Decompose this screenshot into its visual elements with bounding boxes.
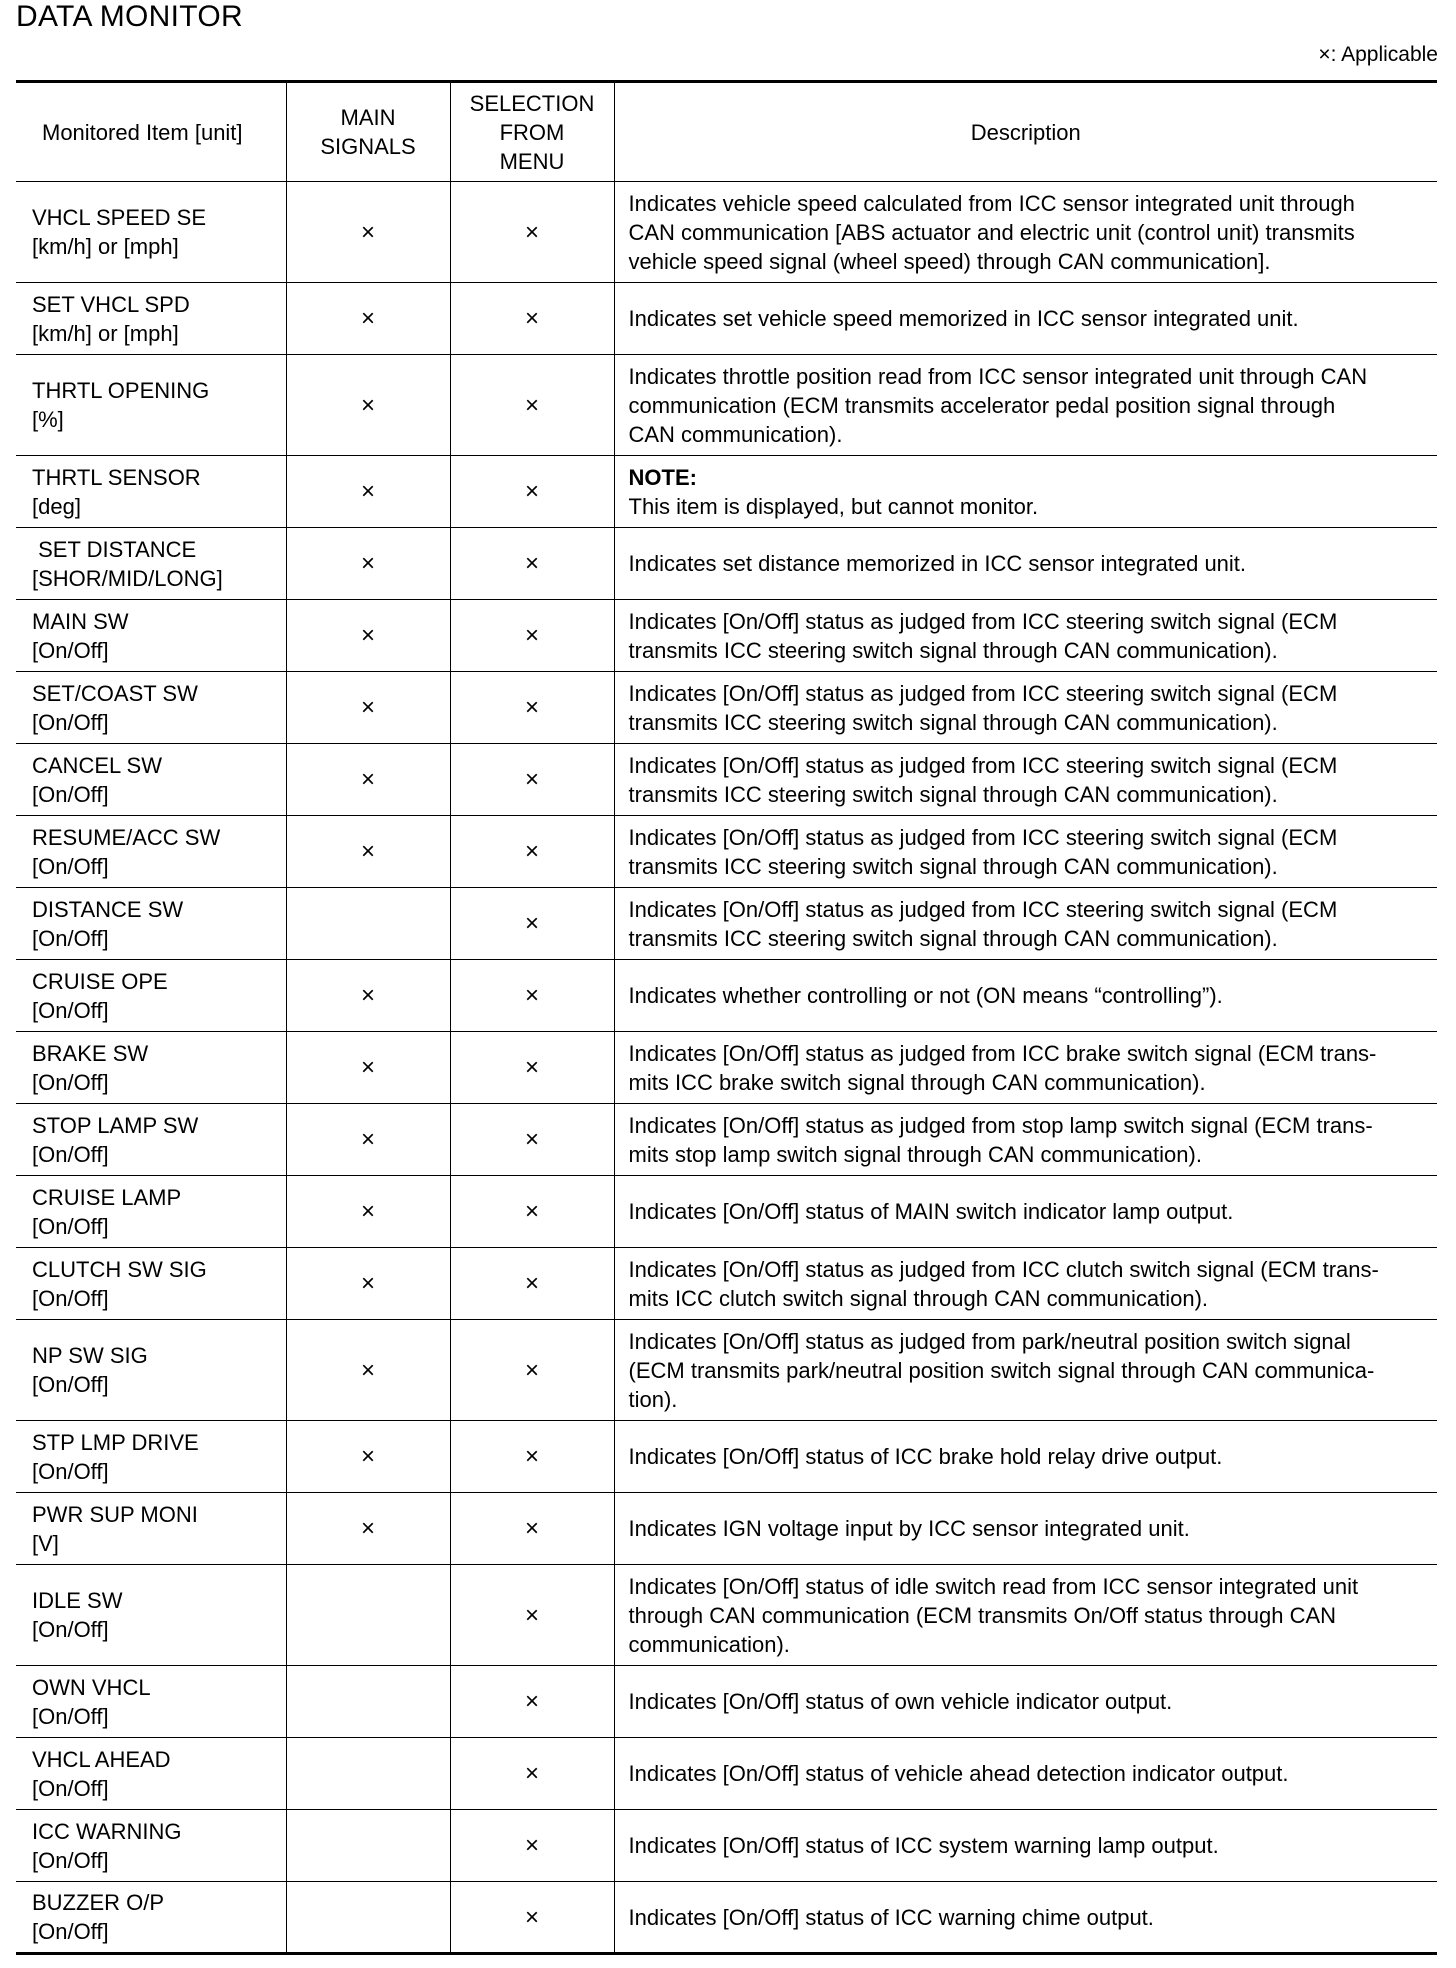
table-row (16, 1248, 1437, 1320)
header-selection-line: FROM (499, 119, 565, 145)
description-line: Indicates set vehicle speed memorized in ICC sensor integrated unit. (628, 306, 1299, 331)
description-cell (614, 1421, 1437, 1493)
main-signals-mark: × (286, 456, 450, 528)
description-cell (614, 355, 1437, 456)
selection-from-menu-mark: × (450, 1666, 614, 1738)
description-line: transmits ICC steering switch signal through CAN communication). (628, 781, 1278, 807)
applicable-legend: ×: Applicable (1318, 43, 1438, 66)
selection-from-menu-mark: × (450, 960, 614, 1032)
monitored-item-cell (16, 1176, 286, 1248)
description-line: Indicates IGN voltage input by ICC sensor integrated unit. (628, 1516, 1190, 1541)
monitored-item-line: [On/Off] (32, 1213, 109, 1239)
description-line: Indicates set distance memorized in ICC sensor integrated unit. (628, 551, 1247, 576)
description-cell (614, 600, 1437, 672)
description-line: Indicates [On/Off] status as judged from ICC steering switch signal (ECM (628, 680, 1338, 706)
monitored-item-line: IDLE SW (32, 1588, 123, 1613)
main-signals-mark (286, 1666, 450, 1738)
monitored-item-line: NP SW SIG (32, 1343, 148, 1368)
monitored-item-cell (16, 1493, 286, 1565)
description-line: mits stop lamp switch signal through CAN communication). (628, 1141, 1202, 1167)
header-selection-from-menu (450, 82, 614, 182)
selection-from-menu-mark: × (450, 355, 614, 456)
monitored-item-line: [deg] (32, 493, 81, 519)
selection-from-menu-mark: × (450, 1493, 614, 1565)
table-row (16, 355, 1437, 456)
main-signals-mark (286, 1738, 450, 1810)
note-label: NOTE: (628, 464, 697, 490)
main-signals-mark: × (286, 672, 450, 744)
description-line: Indicates [On/Off] status as judged from ICC steering switch signal (ECM (628, 752, 1338, 778)
monitored-item-line: THRTL OPENING (32, 378, 210, 403)
description-line: Indicates [On/Off] status of ICC system warning lamp output. (628, 1833, 1219, 1858)
selection-from-menu-mark: × (450, 1248, 614, 1320)
description-line: transmits ICC steering switch signal through CAN communication). (628, 637, 1278, 663)
main-signals-mark: × (286, 1421, 450, 1493)
monitored-item-line: RESUME/ACC SW (32, 824, 221, 850)
monitored-item-line: [km/h] or [mph] (32, 234, 179, 259)
monitored-item-line: [On/Off] (32, 781, 109, 807)
monitored-item-line: [km/h] or [mph] (32, 320, 179, 346)
monitored-item-cell (16, 1666, 286, 1738)
header-selection-line: MENU (499, 148, 565, 174)
monitored-item-cell (16, 1810, 286, 1882)
monitored-item-line: VHCL AHEAD (32, 1746, 171, 1772)
description-line: Indicates [On/Off] status of vehicle ahead detection indicator output. (628, 1761, 1289, 1786)
description-line: Indicates throttle position read from ICC sensor integrated unit through CAN (628, 363, 1368, 389)
description-cell (614, 1810, 1437, 1882)
header-main-signals (286, 82, 450, 182)
table-row (16, 672, 1437, 744)
description-line: CAN communication). (628, 421, 843, 447)
description-line: Indicates [On/Off] status as judged from ICC brake switch signal (ECM trans- (628, 1040, 1377, 1066)
monitored-item-line: [V] (32, 1530, 59, 1556)
monitored-item-line: PWR SUP MONI (32, 1501, 198, 1527)
monitored-item-line: [On/Off] (32, 1775, 109, 1801)
main-signals-mark: × (286, 960, 450, 1032)
monitored-item-line: [On/Off] (32, 709, 109, 735)
description-cell (614, 1032, 1437, 1104)
main-signals-mark: × (286, 744, 450, 816)
monitored-item-line: [On/Off] (32, 1703, 109, 1729)
description-cell (614, 456, 1437, 528)
description-line: mits ICC clutch switch signal through CAN communication). (628, 1285, 1209, 1311)
monitored-item-line: [%] (32, 407, 64, 432)
selection-from-menu-mark: × (450, 672, 614, 744)
main-signals-mark (286, 1810, 450, 1882)
selection-from-menu-mark: × (450, 182, 614, 283)
table-row (16, 1421, 1437, 1493)
selection-from-menu-mark: × (450, 283, 614, 355)
main-signals-mark: × (286, 283, 450, 355)
description-line: Indicates [On/Off] status as judged from ICC clutch switch signal (ECM trans- (628, 1256, 1379, 1282)
selection-from-menu-mark: × (450, 528, 614, 600)
description-line: Indicates [On/Off] status as judged from park/neutral position switch signal (628, 1328, 1351, 1354)
monitored-item-line: THRTL SENSOR (32, 464, 201, 490)
monitored-item-line: [On/Off] (32, 1372, 109, 1397)
description-line: Indicates [On/Off] status of MAIN switch indicator lamp output. (628, 1199, 1234, 1224)
monitored-item-cell (16, 816, 286, 888)
main-signals-mark: × (286, 1176, 450, 1248)
monitored-item-cell (16, 1565, 286, 1666)
monitored-item-cell (16, 600, 286, 672)
description-cell (614, 888, 1437, 960)
table-row (16, 1032, 1437, 1104)
description-cell (614, 816, 1437, 888)
description-line: (ECM transmits park/neutral position switch signal through CAN communica- (628, 1357, 1375, 1383)
monitored-item-line: CRUISE LAMP (32, 1184, 182, 1210)
monitored-item-cell (16, 1421, 286, 1493)
table-row (16, 1666, 1437, 1738)
table-row (16, 1176, 1437, 1248)
selection-from-menu-mark: × (450, 816, 614, 888)
table-row (16, 1104, 1437, 1176)
monitored-item-line: [On/Off] (32, 1617, 109, 1642)
monitored-item-cell (16, 1104, 286, 1176)
monitored-item-line: CANCEL SW (32, 752, 162, 778)
monitored-item-line: [On/Off] (32, 1069, 109, 1095)
table-row (16, 744, 1437, 816)
monitored-item-cell (16, 888, 286, 960)
table-body (16, 182, 1437, 1954)
selection-from-menu-mark: × (450, 1176, 614, 1248)
description-line: Indicates [On/Off] status of idle switch read from ICC sensor integrated unit (628, 1573, 1359, 1599)
selection-from-menu-mark: × (450, 1738, 614, 1810)
main-signals-mark: × (286, 1493, 450, 1565)
monitored-item-cell (16, 744, 286, 816)
main-signals-mark (286, 888, 450, 960)
monitored-item-line: DISTANCE SW (32, 896, 184, 922)
monitored-item-cell (16, 528, 286, 600)
description-cell (614, 1666, 1437, 1738)
selection-from-menu-mark: × (450, 1565, 614, 1666)
monitored-item-line: [On/Off] (32, 1141, 109, 1167)
monitored-item-line: CLUTCH SW SIG (32, 1256, 207, 1282)
description-cell (614, 1738, 1437, 1810)
table-row (16, 1882, 1437, 1954)
monitored-item-line: SET/COAST SW (32, 680, 198, 706)
monitored-item-cell (16, 1320, 286, 1421)
description-line: through CAN communication (ECM transmits On/Off status through CAN (628, 1602, 1337, 1628)
selection-from-menu-mark: × (450, 1810, 614, 1882)
monitored-item-line: [On/Off] (32, 997, 109, 1023)
description-line: Indicates [On/Off] status as judged from ICC steering switch signal (ECM (628, 824, 1338, 850)
description-cell (614, 960, 1437, 1032)
monitored-item-line: [On/Off] (32, 1847, 109, 1873)
monitored-item-line: [SHOR/MID/LONG] (32, 565, 223, 591)
header-main-line: SIGNALS (320, 134, 416, 159)
description-cell (614, 283, 1437, 355)
description-cell (614, 1882, 1437, 1954)
table-row (16, 600, 1437, 672)
table-row (16, 1810, 1437, 1882)
monitored-item-cell (16, 1032, 286, 1104)
description-line: transmits ICC steering switch signal through CAN communication). (628, 925, 1278, 951)
selection-from-menu-mark: × (450, 1320, 614, 1421)
description-line: Indicates [On/Off] status of ICC warning chime output. (628, 1904, 1154, 1930)
monitored-item-line: [On/Off] (32, 853, 109, 879)
monitored-item-cell (16, 1882, 286, 1954)
monitored-item-cell (16, 672, 286, 744)
description-cell (614, 672, 1437, 744)
monitored-item-line: BRAKE SW (32, 1040, 149, 1066)
description-cell (614, 744, 1437, 816)
monitored-item-cell (16, 456, 286, 528)
monitored-item-cell (16, 182, 286, 283)
monitored-item-line: VHCL SPEED SE (32, 205, 207, 230)
description-cell (614, 182, 1437, 283)
selection-from-menu-mark: × (450, 744, 614, 816)
description-line: communication). (628, 1631, 790, 1657)
description-line: tion). (628, 1386, 678, 1412)
selection-from-menu-mark: × (450, 1032, 614, 1104)
table-row (16, 960, 1437, 1032)
description-cell (614, 1104, 1437, 1176)
monitored-item-cell (16, 1248, 286, 1320)
monitored-item-line: ICC WARNING (32, 1818, 182, 1844)
table-row (16, 1565, 1437, 1666)
main-signals-mark: × (286, 816, 450, 888)
description-line: Indicates [On/Off] status as judged from ICC steering switch signal (ECM (628, 896, 1338, 922)
header-selection-line: SELECTION (469, 90, 595, 116)
main-signals-mark (286, 1565, 450, 1666)
main-signals-mark: × (286, 528, 450, 600)
table-row (16, 456, 1437, 528)
description-cell (614, 1248, 1437, 1320)
monitored-item-cell (16, 1738, 286, 1810)
monitored-item-line: SET VHCL SPD (32, 291, 190, 317)
monitored-item-line: [On/Off] (32, 925, 109, 951)
table-row (16, 182, 1437, 283)
page-title: DATA MONITOR (16, 0, 243, 33)
description-line: Indicates [On/Off] status as judged from ICC steering switch signal (ECM (628, 608, 1338, 634)
monitored-item-line: OWN VHCL (32, 1674, 151, 1700)
monitored-item-line: STOP LAMP SW (32, 1112, 199, 1138)
description-cell (614, 1565, 1437, 1666)
description-line: transmits ICC steering switch signal through CAN communication). (628, 853, 1278, 879)
description-cell (614, 1320, 1437, 1421)
table-header-row (16, 82, 1437, 182)
monitored-item-cell (16, 283, 286, 355)
header-monitored-item: Monitored Item [unit] (16, 82, 286, 182)
selection-from-menu-mark: × (450, 1421, 614, 1493)
selection-from-menu-mark: × (450, 888, 614, 960)
description-line: CAN communication [ABS actuator and electric unit (control unit) transmits (628, 219, 1355, 245)
monitored-item-cell (16, 355, 286, 456)
table-row (16, 1738, 1437, 1810)
monitored-item-line: STP LMP DRIVE (32, 1429, 199, 1455)
monitored-item-line: [On/Off] (32, 1458, 109, 1484)
monitored-item-line: SET DISTANCE (32, 536, 197, 562)
description-cell (614, 1493, 1437, 1565)
main-signals-mark (286, 1882, 450, 1954)
data-monitor-table (16, 80, 1437, 1955)
main-signals-mark: × (286, 1248, 450, 1320)
monitored-item-line: [On/Off] (32, 637, 109, 663)
table-row (16, 1320, 1437, 1421)
monitored-item-line: [On/Off] (32, 1285, 109, 1311)
main-signals-mark: × (286, 1320, 450, 1421)
monitored-item-line: MAIN SW (32, 608, 129, 634)
description-cell (614, 1176, 1437, 1248)
description-line: communication (ECM transmits accelerator pedal position signal through (628, 392, 1336, 418)
selection-from-menu-mark: × (450, 456, 614, 528)
main-signals-mark: × (286, 355, 450, 456)
table-row (16, 528, 1437, 600)
selection-from-menu-mark: × (450, 1882, 614, 1954)
table-row (16, 1493, 1437, 1565)
description-line: This item is displayed, but cannot monitor. (628, 493, 1039, 519)
description-line: Indicates [On/Off] status of ICC brake hold relay drive output. (628, 1444, 1223, 1469)
monitored-item-line: CRUISE OPE (32, 968, 168, 994)
monitored-item-line: BUZZER O/P (32, 1890, 165, 1915)
main-signals-mark: × (286, 1032, 450, 1104)
description-line: vehicle speed signal (wheel speed) through CAN communication]. (628, 248, 1271, 274)
table-row (16, 888, 1437, 960)
monitored-item-line: [On/Off] (32, 1919, 109, 1944)
description-line: Indicates [On/Off] status of own vehicle indicator output. (628, 1689, 1173, 1714)
monitored-item-cell (16, 960, 286, 1032)
description-line: Indicates whether controlling or not (ON means “controlling”). (628, 983, 1223, 1008)
main-signals-mark: × (286, 600, 450, 672)
main-signals-mark: × (286, 1104, 450, 1176)
description-line: mits ICC brake switch signal through CAN communication). (628, 1069, 1206, 1095)
description-line: Indicates [On/Off] status as judged from stop lamp switch signal (ECM trans- (628, 1112, 1373, 1138)
selection-from-menu-mark: × (450, 600, 614, 672)
description-line: transmits ICC steering switch signal through CAN communication). (628, 709, 1278, 735)
table-row (16, 283, 1437, 355)
table-row (16, 816, 1437, 888)
description-cell (614, 528, 1437, 600)
description-line: Indicates vehicle speed calculated from ICC sensor integrated unit through (628, 190, 1355, 216)
main-signals-mark: × (286, 182, 450, 283)
selection-from-menu-mark: × (450, 1104, 614, 1176)
header-description: Description (614, 82, 1437, 182)
header-main-line: MAIN (340, 105, 396, 130)
